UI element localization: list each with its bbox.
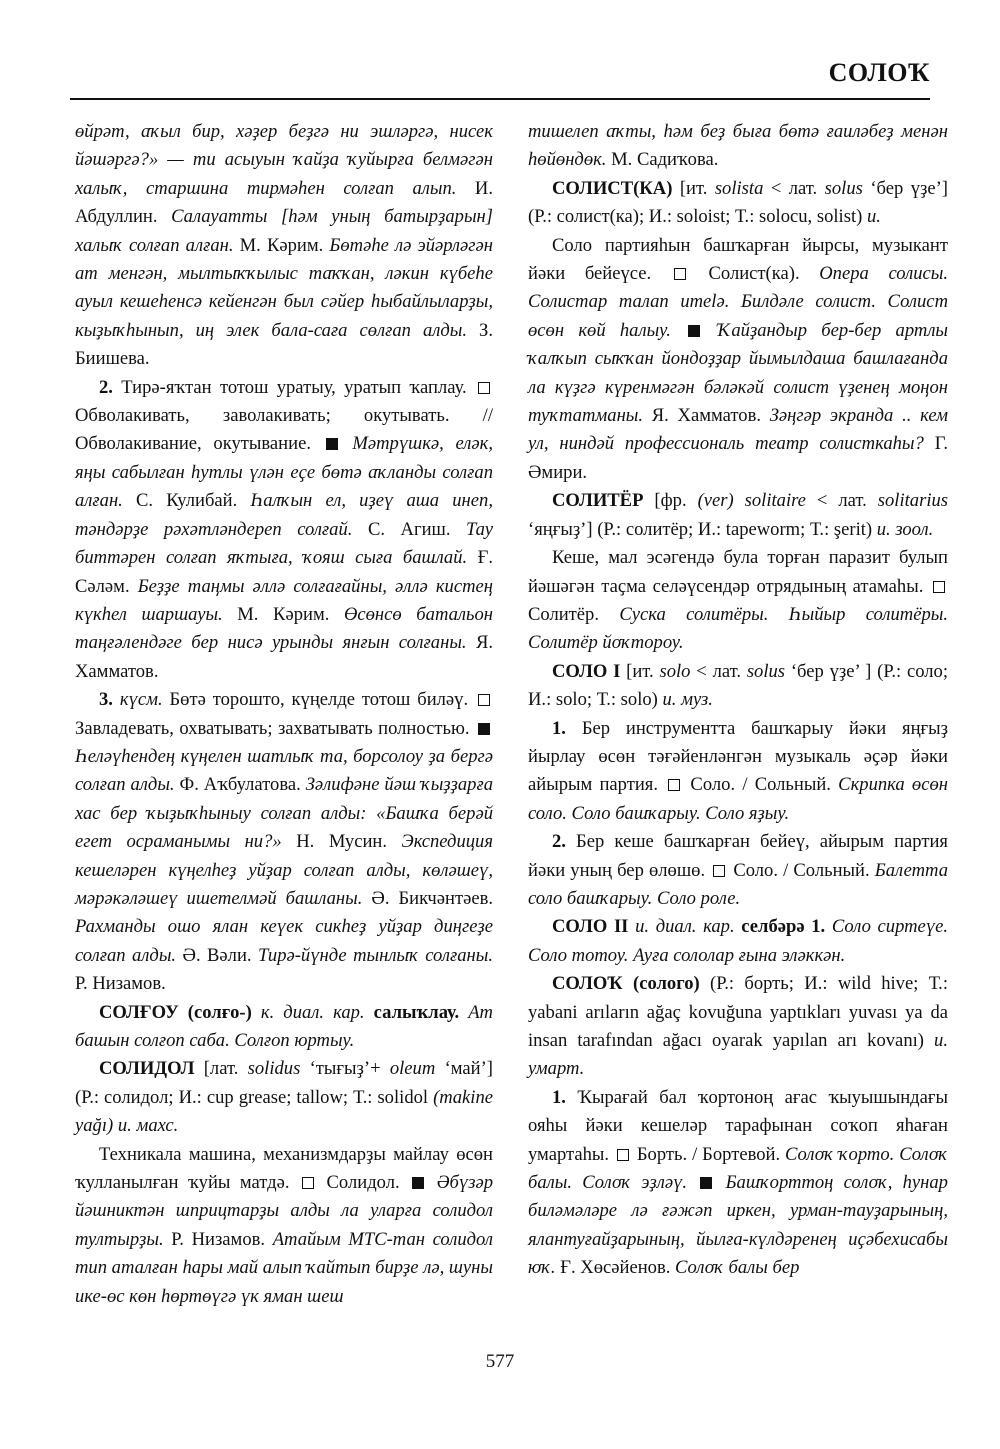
- square-marker-icon: [713, 865, 725, 877]
- right-column: [528, 118, 948, 1283]
- right-column-paragraph: 1. Бер инструментта башҡарыу йәки яңғыҙ йырлау өсөн тәғәйенләнгән музыкаль әҫәр йәки айырым партия. Соло. / Сольный. Скрипка өсөн соло. Соло башҡарыу. Соло яҙыу.: [528, 717, 948, 824]
- left-column-paragraph: өйрәт, аҡыл бир, хәҙер беҙгә ни эшләргә, нисек йәшәргә?» — ти асыуын ҡайҙа ҡуйырға белмәгән халыҡ, старшина тирмәһен солғап алып. И. Абдуллин. Салауатты [һәм уның батырҙарын] халыҡ солғап алған. М. Кәрим. Бөтәһе лә эйәрләгән ат менгән, мылтыҡҡылыс таҡҡан, ләкин күбеһе ауыл кешеһенсә кейенгән был сәйер һыбайлыларҙы, кыҙыҡһынып, иң элек бала-саға сөлғап алды. З. Биишева.: [75, 121, 493, 370]
- square-marker-icon: [302, 1177, 314, 1189]
- filled-square-marker-icon: [412, 1177, 424, 1189]
- filled-square-marker-icon: [700, 1177, 712, 1189]
- left-column: [75, 118, 493, 1311]
- left-column-paragraph: Техникала машина, механизмдарҙы майлау өсөн ҡулланылған ҡуйы матдә. Солидол. Әбүзәр йәшниктән шприцтарҙы алды ла уларға солидол тултырҙы. Р. Низамов. Атайым МТС-тан солидол тип аталған һары май алып ҡайтып бирҙе лә, шуны ике-өс көн һөртөүгә үк яман шеш: [75, 1143, 494, 1307]
- square-marker-icon: [668, 779, 680, 791]
- filled-square-marker-icon: [478, 723, 490, 735]
- running-head: СОЛОҠ: [828, 58, 930, 87]
- right-column-paragraph: СОЛИТЁР [фр. (ver) solitaire < лат. solitarius ‘яңғыҙ’] (Р.: солитёр; И.: tapeworm; Т.: şerit) и. зоол.: [528, 490, 949, 540]
- page-number: 577: [485, 1351, 515, 1372]
- square-marker-icon: [617, 1149, 629, 1161]
- right-column-paragraph: 1. Ҡырағай бал ҡортоноң ағас ҡыуышындағы ояһы йәки кешеләр тарафынан соҡоп яһаған умартаһы. Борть. / Бортевой. Солоҡ ҡорто. Солоҡ балы. Солоҡ эҙләү. Башҡорттоң солоҡ, һунар биләмәләре лә ғәжәп иркен, урман-тауҙарының, ялантуғайҙарының, йылға-күлдәренең иҫәбехисабы юҡ. Ғ. Хөсәйенов. Солоҡ балы бер: [528, 1086, 948, 1279]
- right-column-paragraph: СОЛО I [ит. solo < лат. solus ‘бер үҙе’ ] (Р.: соло; И.: solo; Т.: solo) и. муз.: [528, 660, 949, 711]
- right-column-paragraph: 2. Бер кеше башҡарған бейеү, айырым партия йәки уның бер өлөшө. Соло. / Сольный. Балетта соло башҡарыу. Соло роле.: [528, 831, 948, 909]
- left-column-paragraph: СОЛҒОУ (солғо-) к. диал. кар. салыҡлау. Ат башын солғоп саба. Солғоп юртыу.: [75, 1001, 493, 1051]
- page-header: [70, 58, 930, 100]
- square-marker-icon: [478, 694, 490, 706]
- right-column-paragraph: Соло партияһын башҡарған йырсы, музыкант йәки бейеүсе. Солист(ка). Опера солисы. Солистар талап итеlә. Билдәле солист. Солист өсөн көй һалыу. Ҡайҙандыр бер-бер артлы ҡалҡып сыҡҡан йондоҙҙар йымылдаша башлағанда ла күҙгә күренмәгән бәләкәй солист үҙенең моңон туҡтатманы. Я. Хамматов. Зәңгәр экранда .. кем ул, ниндәй профессиональ театр солисткаһы? Г. Әмири.: [528, 234, 949, 483]
- left-column-paragraph: 2. Тирә-яҡтан тотош уратыу, уратып ҡаплау. Обволакивать, заволакивать; окутывать. // Обволакивание, окутывание. Мәтрүшкә, еләк, яңы сабылған һутлы үлән еҫе бөтә аҡланды солғап алған. С. Кулибай. Һалҡын ел, иҙеү аша инеп, тәндәрҙе рәхәтләндереп солғай. С. Агиш. Тау биттәрен солғап яҡтыға, ҡояш сыға башлай. Ғ. Сәләм. Беҙҙе таңмы әллә солғағайны, әллә кистең күкһел шаршауы. М. Кәрим. Өсөнсө батальон таңғәлендәге бер нисә урынды янғын солғаны. Я. Хамматов.: [75, 376, 494, 682]
- right-column-paragraph: СОЛИСТ(КА) [ит. solista < лат. solus ‘бер үҙе’] (Р.: солист(ка); И.: soloist; Т.: solocu, solist) и.: [528, 177, 948, 228]
- right-column-paragraph: Кеше, мал эсәгендә була торған паразит булып йәшәгән таҫма селәүсендәр отрядының атамаһы. Солитёр. Суска солитёры. Һыйыр солитёры. Солитёр йоҡтороу.: [528, 547, 948, 654]
- square-marker-icon: [933, 581, 945, 593]
- square-marker-icon: [478, 382, 490, 394]
- right-column-paragraph: СОЛОҠ (солого) (Р.: борть; И.: wild hive; Т.: yabani arıların ağaç kovuğuna yaptıkları yuvası ya da insan tarafından ağacı oyarak yapılan arı kovanı) и. умарт.: [528, 973, 949, 1080]
- right-column-paragraph: тишелеп аҡты, һәм беҙ быға бөтә ғаиләбеҙ менән һөйөндөк. М. Садиҡова.: [528, 121, 948, 171]
- filled-square-marker-icon: [326, 438, 338, 450]
- left-column-paragraph: 3. күсм. Бөтә торошто, күңелде тотош биләү. Завладевать, охватывать; захватывать полностью. Һеләүһендең күңелен шатлыҡ та, борсолоу ҙа бергә солғап алды. Ф. Аҡбулатова. Зәлифәне йәш ҡыҙҙарға хас бер ҡыҙыҡһыныу солғап алды: «Башҡа берәй егет осраманымы ни?» Н. Мусин. Экспедиция кешеләрен күңелһеҙ уйҙар солғап алды, көләшеү, мәрәкәләшеү ишетелмәй башланы. Ә. Бикчәнтәев. Рахманды ошо ялан кеүек сикһеҙ уйҙар диңгеҙе солғап алды. Ә. Вәли. Тирә-йүнде тынлыҡ солғаны. Р. Низамов.: [75, 689, 494, 995]
- square-marker-icon: [674, 268, 686, 280]
- right-column-paragraph: СОЛО II и. диал. кар. селбәрә 1. Соло сиртеүе. Соло тотоу. Ауға сололар ғына эләккән.: [528, 916, 949, 966]
- filled-square-marker-icon: [688, 325, 700, 337]
- left-column-paragraph: СОЛИДОЛ [лат. solidus ‘тығыҙ’+ oleum ‘май’] (Р.: солидол; И.: cup grease; tallow; Т.: solidol (makine yağı) и. махс.: [75, 1058, 493, 1137]
